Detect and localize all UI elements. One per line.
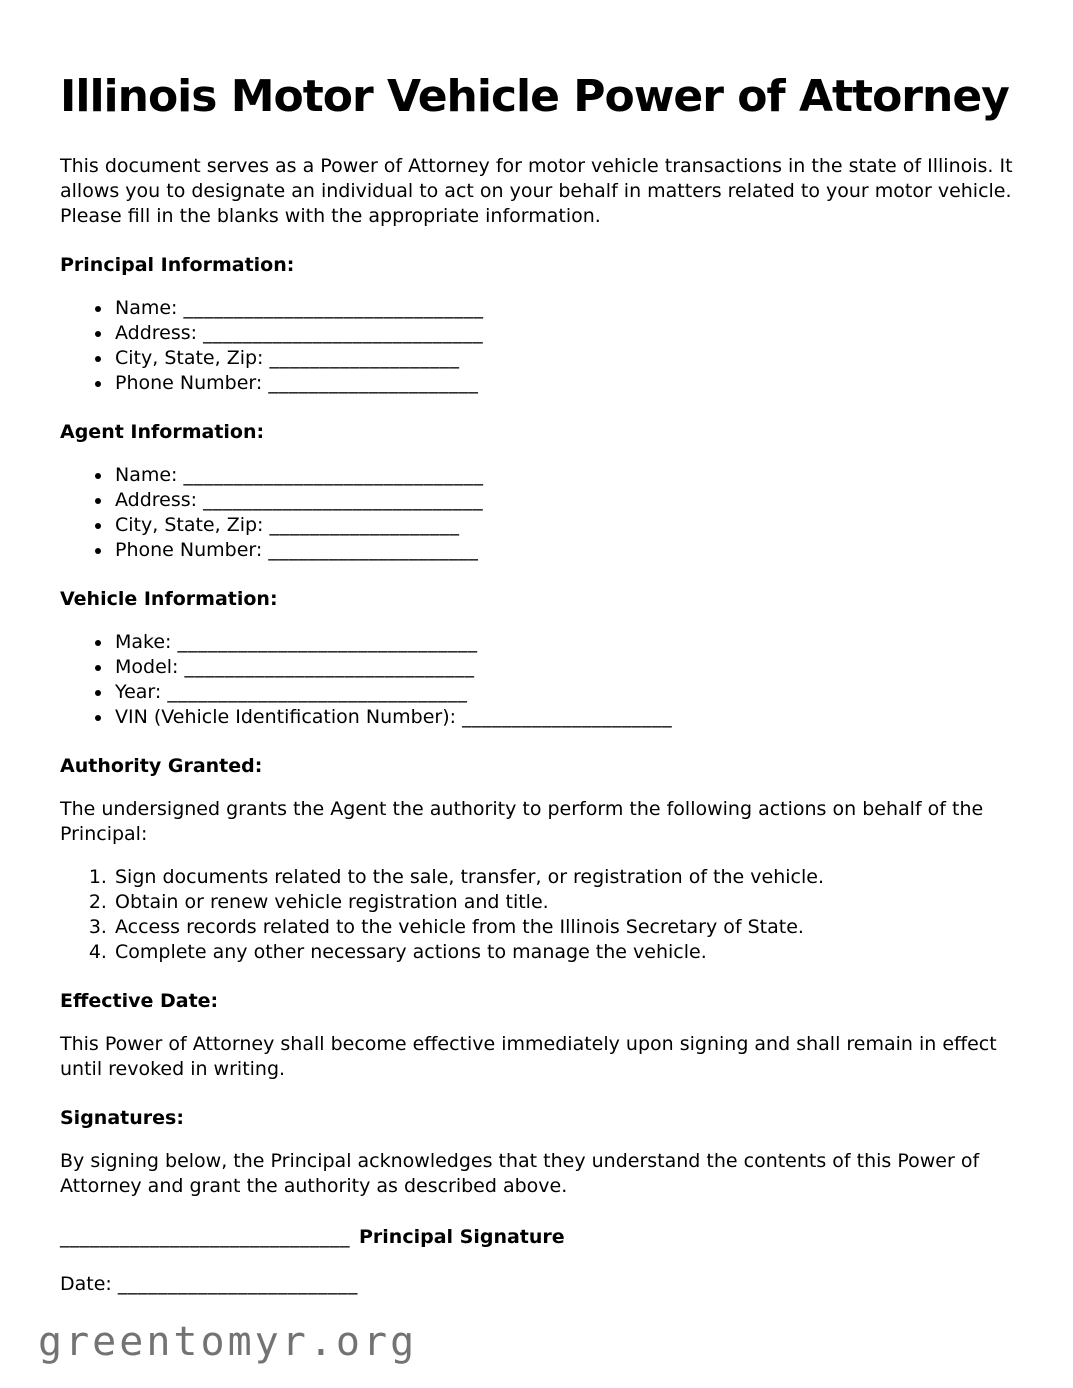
field-label: VIN (Vehicle Identification Number): xyxy=(115,706,457,728)
field-blank: ____________________________ xyxy=(203,489,484,511)
date-line xyxy=(60,1272,1013,1297)
section-heading-signatures: Signatures: xyxy=(60,1107,184,1129)
effective-date-paragraph: This Power of Attorney shall become effective immediately upon signing and shall remain in effect until revoked in writing. xyxy=(60,1033,997,1080)
intro-paragraph: This document serves as a Power of Attorney for motor vehicle transactions in the state of Illinois. It allows you to designate an individual to act on your behalf in matters related to your motor vehicle. Please fill in the blanks with the appropriate information. xyxy=(60,155,1013,227)
field-blank: _____________________________ xyxy=(184,656,475,678)
section-heading-vehicle: Vehicle Information: xyxy=(60,588,278,610)
principal-signature-label: Principal Signature xyxy=(359,1226,565,1248)
list-item xyxy=(113,680,1013,705)
list-item xyxy=(113,630,1013,655)
list-item xyxy=(113,371,1013,396)
field-blank: ___________________ xyxy=(269,347,460,369)
field-blank: ______________________________ xyxy=(167,681,468,703)
signatures-paragraph: By signing below, the Principal acknowledges that they understand the contents of this Power of Attorney and grant the authority as described above. xyxy=(60,1150,980,1197)
principal-field-list xyxy=(60,296,1013,396)
date-blank: ________________________ xyxy=(117,1273,358,1295)
signature-blank: _____________________________ xyxy=(60,1226,350,1248)
vehicle-field-list xyxy=(60,630,1013,730)
field-blank: ______________________________ xyxy=(177,631,478,653)
field-label: City, State, Zip: xyxy=(115,347,264,369)
date-label: Date: xyxy=(60,1273,112,1295)
list-item xyxy=(113,488,1013,513)
section-heading-authority: Authority Granted: xyxy=(60,755,263,777)
field-label: Phone Number: xyxy=(115,372,263,394)
list-item xyxy=(113,346,1013,371)
field-label: Name: xyxy=(115,297,178,319)
field-blank: ______________________________ xyxy=(183,464,484,486)
field-blank: ______________________________ xyxy=(183,297,484,319)
field-blank: _____________________ xyxy=(268,372,479,394)
section-heading-effective-date: Effective Date: xyxy=(60,990,219,1012)
authority-actions-list xyxy=(60,865,1013,965)
agent-field-list xyxy=(60,463,1013,563)
list-item: 1. Sign documents related to the sale, transfer, or registration of the vehicle. xyxy=(113,865,1013,890)
list-item: 3. Access records related to the vehicle from the Illinois Secretary of State. xyxy=(113,915,1013,940)
field-label: Phone Number: xyxy=(115,539,263,561)
list-item xyxy=(113,655,1013,680)
field-blank: ____________________________ xyxy=(203,322,484,344)
section-heading-principal: Principal Information: xyxy=(60,254,295,276)
field-blank: ___________________ xyxy=(269,514,460,536)
principal-signature-line xyxy=(60,1225,1013,1250)
watermark: greentomyr.org xyxy=(38,1319,418,1365)
list-item: 2. Obtain or renew vehicle registration and title. xyxy=(113,890,1013,915)
field-label: Address: xyxy=(115,322,198,344)
list-item xyxy=(113,705,1013,730)
list-item xyxy=(113,513,1013,538)
field-blank: _____________________ xyxy=(268,539,479,561)
section-heading-agent: Agent Information: xyxy=(60,421,265,443)
authority-intro-paragraph: The undersigned grants the Agent the authority to perform the following actions on behalf of the Principal: xyxy=(60,798,984,845)
field-label: Make: xyxy=(115,631,172,653)
field-label: Year: xyxy=(115,681,162,703)
field-label: Name: xyxy=(115,464,178,486)
field-label: Address: xyxy=(115,489,198,511)
field-label: City, State, Zip: xyxy=(115,514,264,536)
field-blank: _____________________ xyxy=(462,706,673,728)
list-item xyxy=(113,296,1013,321)
list-item xyxy=(113,538,1013,563)
list-item xyxy=(113,321,1013,346)
document-title: Illinois Motor Vehicle Power of Attorney xyxy=(60,71,1009,122)
field-label: Model: xyxy=(115,656,179,678)
list-item xyxy=(113,463,1013,488)
list-item: 4. Complete any other necessary actions to manage the vehicle. xyxy=(113,940,1013,965)
